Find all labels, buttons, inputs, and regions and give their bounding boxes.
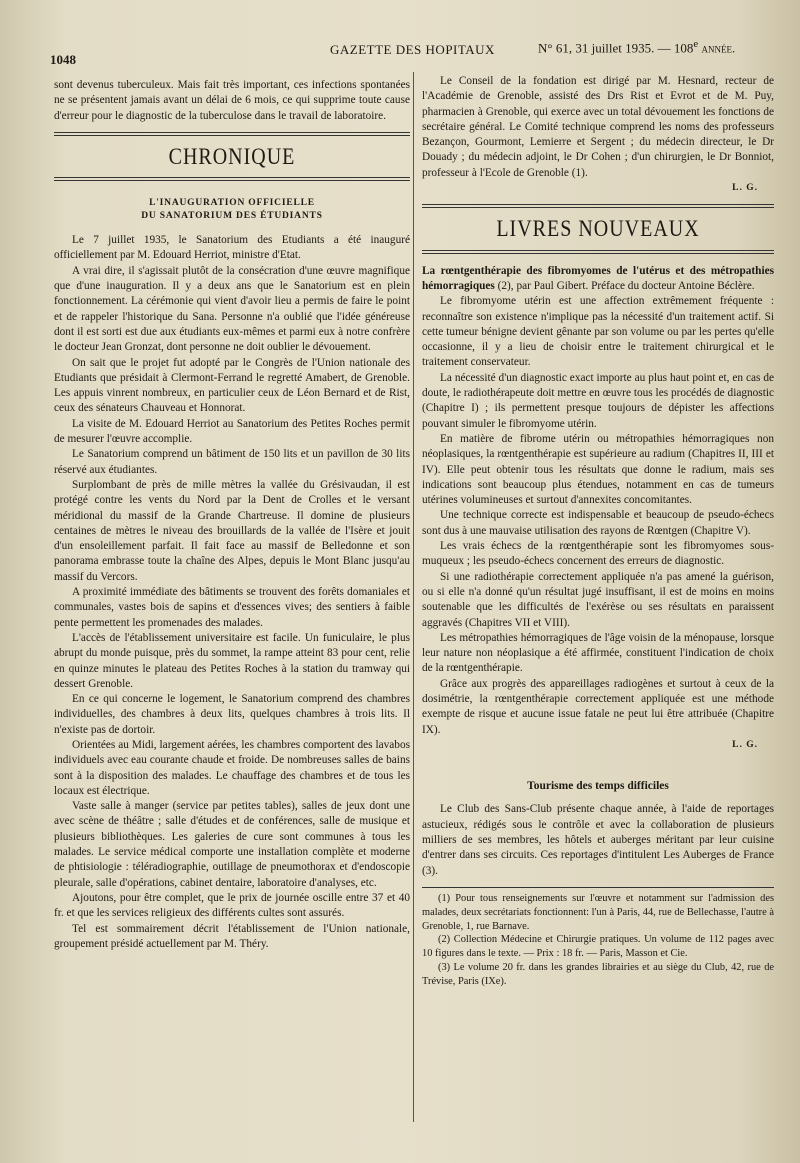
double-rule [54, 132, 410, 136]
article-paragraph: Ajoutons, pour être complet, que le prix de journée oscille entre 37 et 40 fr. et que les services religieux des différents cultes sont assurés. [54, 891, 410, 920]
article-paragraph: Vaste salle à manger (service par petites tables), salles de jeux dont une avec scène de théâtre ; salle d'études et de conférences, salle de musique et plusieurs bibliothèques. Les galeries de cure sont communes à tous les malades. Le service médical comporte une installation complète et moderne de phtisiologie : téléradiographie, outillage de pneumothorax et d'endoscopie pleurale, salle d'opérations, cabinet dentaire, laboratoire d'analyses, etc. [54, 800, 410, 889]
article-paragraph: La visite de M. Edouard Herriot au Sanatorium des Petites Roches permit de mesurer l'œuvre accomplie. [54, 417, 410, 446]
article-paragraph: L'accès de l'établissement universitaire est facile. Un funiculaire, le plus abrupt du monde puisque, près du sommet, la rampe atteint 83 pour cent, relie en quinze minutes le plateau des Petites Roches à la station du tramway qui dessert Grenoble. [54, 631, 410, 690]
double-rule [422, 204, 774, 208]
article-paragraph: A vrai dire, il s'agissait plutôt de la consécration d'une œuvre magnifique que d'une inauguration. Il y a deux ans que le Sanatorium est en plein fonctionnement. La cérémonie qui vient d'avoir lieu a permis de faire le point et de rappeler l'historique du Sana. Personne n'a oublié que l'idée généreuse dont il est sorti est due aux étudiants eux-mêmes et parmi eux à notre confrère le docteur Jean Gronzat, dont personne ne doit oublier le dévouement. [54, 264, 410, 354]
issue-number-date: N° 61, 31 juillet 1935. — 108 [538, 40, 694, 56]
page-header [50, 38, 770, 68]
book-paragraph: La nécessité d'un diagnostic exact importe au plus haut point et, en cas de doute, le radiothérapeute doit mettre en œuvre tous les procédés de diagnostic (Chapitre I) ; ils permettent presque toujours de dépister les affections pouvant simuler le fibromyome utérin. [422, 371, 774, 430]
article-title-line-1: L'INAUGURATION OFFICIELLE [149, 198, 315, 209]
book-title-bold: La rœntgenthérapie des fibromyomes de l'utérus et des métropathies hémorragiques [422, 264, 774, 292]
left-intro-text: sont devenus tuberculeux. Mais fait très important, ces infections spontanées ne se présentent jamais avant un délai de 6 mois, ce qui supprime toute cause d'erreur pour le diagnostic de la tuberculose dans le travail de laboratoire. [54, 79, 410, 122]
book-paragraph: En matière de fibrome utérin ou métropathies hémorragiques non néoplasiques, la rœntgenthérapie est supérieure au radium (Chapitres II, III et IV). Elle peut obtenir tous les résultats que donne le radium, mais ses indications sont beaucoup plus étendues, notamment en cas de tumeurs utérines volumineuses et surtout d'annexites concomitantes. [422, 432, 774, 507]
issue-sup: e [693, 38, 699, 50]
article-paragraph: Tel est sommairement décrit l'établissement de l'Union nationale, groupement présidé actuellement par M. Théry. [54, 922, 410, 950]
double-rule [54, 177, 410, 181]
signature: L. G. [732, 183, 758, 194]
right-column [422, 74, 774, 989]
tourism-heading: Tourisme des temps difficiles [527, 780, 669, 793]
tourism-paragraph: Le Club des Sans-Club présente chaque année, à l'aide de reportages astucieux, rédigés sous le contrôle et avec la collaboration de plusieurs milliers de ses membres, les hôtels et auberges méritant par leur cuisine d'entrer dans ses circuits. Ces reportages d'intitulent Les Auberges de France (3). [422, 803, 774, 877]
article-paragraph: En ce qui concerne le logement, le Sanatorium comprend des chambres individuelles, des chambres à deux lits, quelques chambres à trois lits. Il n'existe pas de dortoir. [54, 693, 410, 736]
footnote: (3) Le volume 20 fr. dans les grandes librairies et au siège du Club, 42, rue de Trévise, Paris (IXe). [422, 961, 774, 987]
article-paragraph: Le Sanatorium comprend un bâtiment de 150 lits et un pavillon de 30 lits réservé aux étudiantes. [54, 448, 410, 476]
footnote: (1) Pour tous renseignements sur l'œuvre et notamment sur l'admission des malades, deux secrétariats fonctionnent: l'un à Paris, 44, rue de Bellechasse, l'autre à Grenoble, 1, rue Barnave. [422, 892, 774, 932]
footnote: (2) Collection Médecine et Chirurgie pratiques. Un volume de 112 pages avec 10 figures dans le texte. — Prix : 18 fr. — Paris, Masson et Cie. [422, 934, 774, 960]
page-number: 1048 [50, 52, 76, 67]
article-title-line-2: DU SANATORIUM DES ÉTUDIANTS [141, 211, 323, 222]
right-intro-text: Le Conseil de la fondation est dirigé par M. Hesnard, recteur de l'Académie de Grenoble, assisté des Drs Rist et Evrot et de M. Puy, pharmacien à Grenoble, qui exerce avec un total dévouement les fonctions de secrétaire général. Le Comité technique comprend les noms des professeurs Bezançon, Gourmont, Lemierre et Sergent ; du médecin directeur, le Dr Douady ; du médecin adjoint, le Dr Cohen ; d'un chirurgien, le Dr Bonniot, professeur à l'Ecole de Grenoble (1). [422, 75, 774, 179]
book-paragraph: Les vrais échecs de la rœntgenthérapie sont les fibromyomes sous-muqueux ; les pseudo-échecs concernent des erreurs de diagnostic. [422, 540, 774, 568]
book-paragraph: Les métropathies hémorragiques de l'âge voisin de la ménopause, lorsque leur nature non néoplasique a été affirmée, constituent l'indication de choix de la rœntgenthérapie. [422, 631, 774, 675]
book-paragraph: Grâce aux progrès des appareillages radiogènes et surtout à ceux de la dosimétrie, la rœntgenthérapie correctement appliquée est une méthode exempte de risque et aucune issue fatale ne peut lui être attribuée (Chapitre IX). [422, 677, 774, 736]
book-paragraph: Le fibromyome utérin est une affection extrêmement fréquente : reconnaître son existence n'implique pas la nécessité d'un traitement actif. Si cette tumeur bénigne devient gênante par son volume ou par les pertes qu'elle occasionne, il y a lieu de choisir entre le traitement chirurgical et le traitement conservateur. [422, 295, 774, 369]
book-paragraph: Une technique correcte est indispensable et beaucoup de pseudo-échecs sont dus à une mauvaise utilisation des rayons de Rœntgen (Chapitre V). [422, 509, 774, 537]
article-title [54, 197, 410, 223]
article-paragraph: Le 7 juillet 1935, le Sanatorium des Etudiants a été inauguré officiellement par M. Edouard Herriot, ministre d'Etat. [54, 234, 410, 262]
chronique-heading: CHRONIQUE [168, 144, 296, 170]
book-paragraph: Si une radiothérapie correctement appliquée n'a pas amené la guérison, ou si elle n'a donné qu'un résultat jugé insuffisant, il est de moins en moins soutenable que les difficultés de l'exérèse ou ses résultats en paraissent aggravés (Chapitres VII et VIII). [422, 570, 774, 629]
book-meta: (2), par Paul Gibert. Préface du docteur Antoine Béclère. [497, 279, 755, 292]
footnote-rule [422, 887, 774, 888]
article-paragraph: Surplombant de près de mille mètres la vallée du Grésivaudan, il est protégé contre les vents du Nord par la Dent de Crolles et le versant méridional du massif de la Grande Chartreuse. Il domine de plusieurs centaines de mètres le niveau des brouillards de la vallée de l'Isère et jouit d'un ensoleillement parfait. Il fait face au massif de Belledonne et son panorama embrasse toute la chaîne des Alpes, depuis le Mont Blanc jusqu'au massif du Vercors. [54, 478, 410, 583]
left-column [54, 78, 410, 952]
livres-nouveaux-heading: LIVRES NOUVEAUX [496, 216, 700, 242]
column-divider [413, 72, 414, 1122]
article-paragraph: On sait que le projet fut adopté par le Congrès de l'Union nationale des Etudiants que présidait à Clermont-Ferrand le regretté Amabert, de Grenoble. Les appuis vinrent nombreux, en particulier ceux de Léon Bernard et de Rist, ceux des sénateurs Chauveau et Honnorat. [54, 356, 410, 415]
article-paragraph: A proximité immédiate des bâtiments se trouvent des forêts domaniales et communales, vastes bois de sapins et d'essences vives; des sentiers à faible pente permettent les promenades des malades. [54, 586, 410, 629]
book-title [422, 264, 774, 295]
article-paragraph: Orientées au Midi, largement aérées, les chambres comportent des lavabos individuels avec eau courante chaude et froide. De nombreuses salles de bains sont à la disposition des malades. Le chauffage des chambres et de tous les locaux est électrique. [54, 738, 410, 797]
double-rule [422, 250, 774, 254]
issue-info [538, 38, 735, 56]
issue-year-label: année. [701, 40, 736, 56]
journal-title: GAZETTE DES HOPITAUX [330, 42, 495, 57]
signature: L. G. [732, 739, 758, 750]
